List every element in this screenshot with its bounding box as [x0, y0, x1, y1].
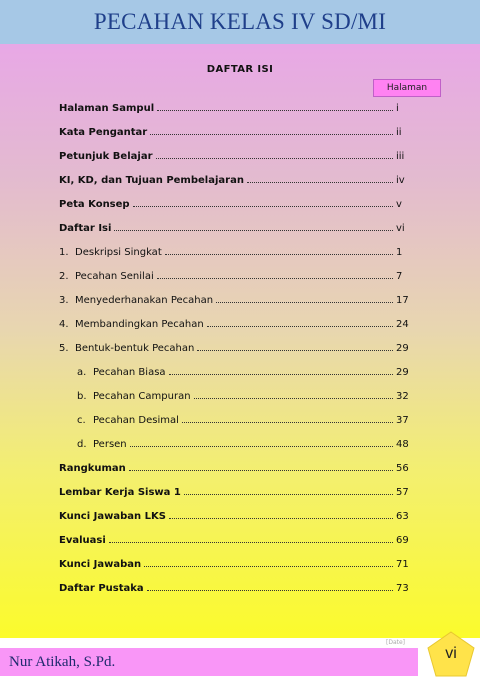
toc-item-rangkuman[interactable]: Rangkuman 56 [59, 463, 409, 474]
author-bar [0, 648, 418, 676]
toc-item-bentuk-bentuk-pecahan[interactable]: 5. Bentuk-bentuk Pecahan 29 [59, 343, 409, 354]
toc-item-peta-konsep[interactable]: Peta Konsep v [59, 199, 402, 210]
toc-item-halaman-sampul[interactable]: Halaman Sampul i [59, 103, 399, 114]
toc-item-pecahan-biasa[interactable]: a. Pecahan Biasa 29 [77, 367, 409, 378]
toc-item-pecahan-senilai[interactable]: 2. Pecahan Senilai 7 [59, 271, 403, 282]
toc-item-membandingkan-pecahan[interactable]: 4. Membandingkan Pecahan 24 [59, 319, 409, 330]
toc-item-pecahan-campuran[interactable]: b. Pecahan Campuran 32 [77, 391, 409, 402]
toc-item-persen[interactable]: d. Persen 48 [77, 439, 409, 450]
toc-item-petunjuk-belajar[interactable]: Petunjuk Belajar iii [59, 151, 405, 162]
toc-item-evaluasi[interactable]: Evaluasi 69 [59, 535, 409, 546]
header-bar [0, 0, 480, 44]
toc-item-daftar-pustaka[interactable]: Daftar Pustaka 73 [59, 583, 409, 594]
date-placeholder: [Date] [386, 639, 406, 646]
toc-item-kunci-jawaban[interactable]: Kunci Jawaban 71 [59, 559, 409, 570]
document-title: PECAHAN KELAS IV SD/MI [93, 9, 387, 34]
page-number: vi [445, 645, 457, 662]
page-column-label: Halaman [373, 79, 441, 97]
toc-item-deskripsi-singkat[interactable]: 1. Deskripsi Singkat 1 [59, 247, 403, 258]
toc-page [0, 44, 480, 638]
toc-item-pecahan-desimal[interactable]: c. Pecahan Desimal 37 [77, 415, 409, 426]
toc-heading: DAFTAR ISI [206, 64, 274, 75]
toc-item-ki-kd[interactable]: KI, KD, dan Tujuan Pembelajaran iv [59, 175, 405, 186]
toc-item-daftar-isi[interactable]: Daftar Isi vi [59, 223, 405, 234]
toc-item-kata-pengantar[interactable]: Kata Pengantar ii [59, 127, 402, 138]
toc-item-menyederhanakan-pecahan[interactable]: 3. Menyederhanakan Pecahan 17 [59, 295, 409, 306]
toc-item-lembar-kerja-siswa[interactable]: Lembar Kerja Siswa 1 57 [59, 487, 409, 498]
toc-item-kunci-jawaban-lks[interactable]: Kunci Jawaban LKS 63 [59, 511, 409, 522]
author-name: Nur Atikah, S.Pd. [9, 653, 116, 670]
